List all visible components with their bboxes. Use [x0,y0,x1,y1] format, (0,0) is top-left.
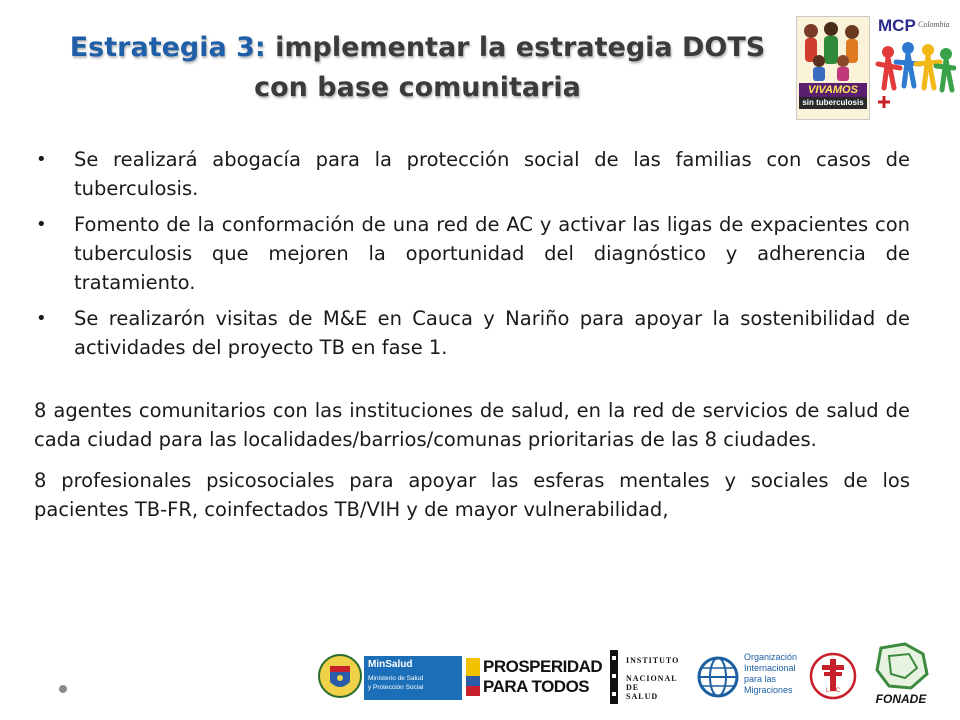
ins-line-2: NACIONAL DE [626,674,678,692]
prosperidad-logo [466,656,603,700]
mcp-logo [874,16,956,120]
mcp-text: MCP [878,16,916,35]
shield-icon [318,652,362,702]
lac-letters: L A C [825,688,841,694]
ins-line-3: SALUD [626,692,659,701]
vivamos-subtitle: sin tuberculosis [802,98,864,107]
minsalud-sub-1: Ministerio de Salud [368,675,424,682]
bullet-text: Se realizará abogacía para la protección social de las familias con casos de tuberculosis. [74,148,910,200]
bullet-list [34,145,910,362]
vivamos-logo [796,16,870,120]
paragraph-professionals: 8 profesionales psicosociales para apoyar las esferas mentales y sociales de los pacientes TB-FR, coinfectados TB/VIH y de mayor vulnerabilidad, [34,469,910,521]
bullet-text: Se realizarón visitas de M&E en Cauca y Nariño para apoyar la sostenibilidad de actividades del proyecto TB en fase 1. [74,307,910,359]
oim-line-1: Organización [744,652,798,662]
vivamos-title: VIVAMOS [808,84,858,96]
fonade-text: FONADE [875,692,927,706]
bullet-item [34,304,910,362]
minsalud-title: MinSalud [368,659,413,670]
title-line-2: con base comunitaria [254,72,581,103]
ins-logo [608,650,688,706]
fonade-map-icon [871,640,931,692]
oim-line-3: para las [744,674,777,684]
prosperidad-line-1: PROSPERIDAD [483,657,603,676]
globe-icon [696,655,740,699]
oim-line-2: Internacional [744,663,796,673]
fonade-logo [866,640,936,714]
bullet-item [34,145,910,203]
lac-logo [808,650,858,704]
flag-red [466,686,480,696]
cross-icon [808,650,858,704]
mcp-people-icon [874,38,956,118]
ins-line-1: INSTITUTO [626,656,680,665]
slide-dot [59,685,67,693]
title-rest: implementar la estrategia DOTS [265,32,766,63]
bullet-dot: • [36,308,47,329]
paragraph-agents: 8 agentes comunitarios con las instituciones de salud, en la red de servicios de salud de cada ciudad para las localidades/barrios/comunas prioritarias de las 8 ciudades. [34,399,910,451]
oim-logo [696,652,800,702]
ins-bar-icon [608,650,622,704]
oim-text [744,652,797,696]
bullet-dot: • [36,149,47,170]
minsalud-sub-2: y Protección Social [368,684,424,691]
bullet-text: Fomento de la conformación de una red de AC y activar las ligas de expacientes con tuberculosis que mejoren la oportunidad del diagnóstico y adherencia de tratamiento. [74,213,910,294]
slide-title [50,28,785,108]
flag-blue [466,676,480,686]
title-line-1 [50,28,785,68]
title-accent: Estrategia 3: [69,32,266,63]
bullet-dot: • [36,214,47,235]
slide-body [34,145,910,524]
prosperidad-line-2: PARA TODOS [483,677,590,696]
flag-yellow [466,658,480,676]
oim-line-4: Migraciones [744,685,793,695]
minsalud-logo [364,656,462,700]
mcp-script: Colombia [918,20,950,29]
bullet-item [34,210,910,297]
colombia-shield-logo [318,652,362,702]
